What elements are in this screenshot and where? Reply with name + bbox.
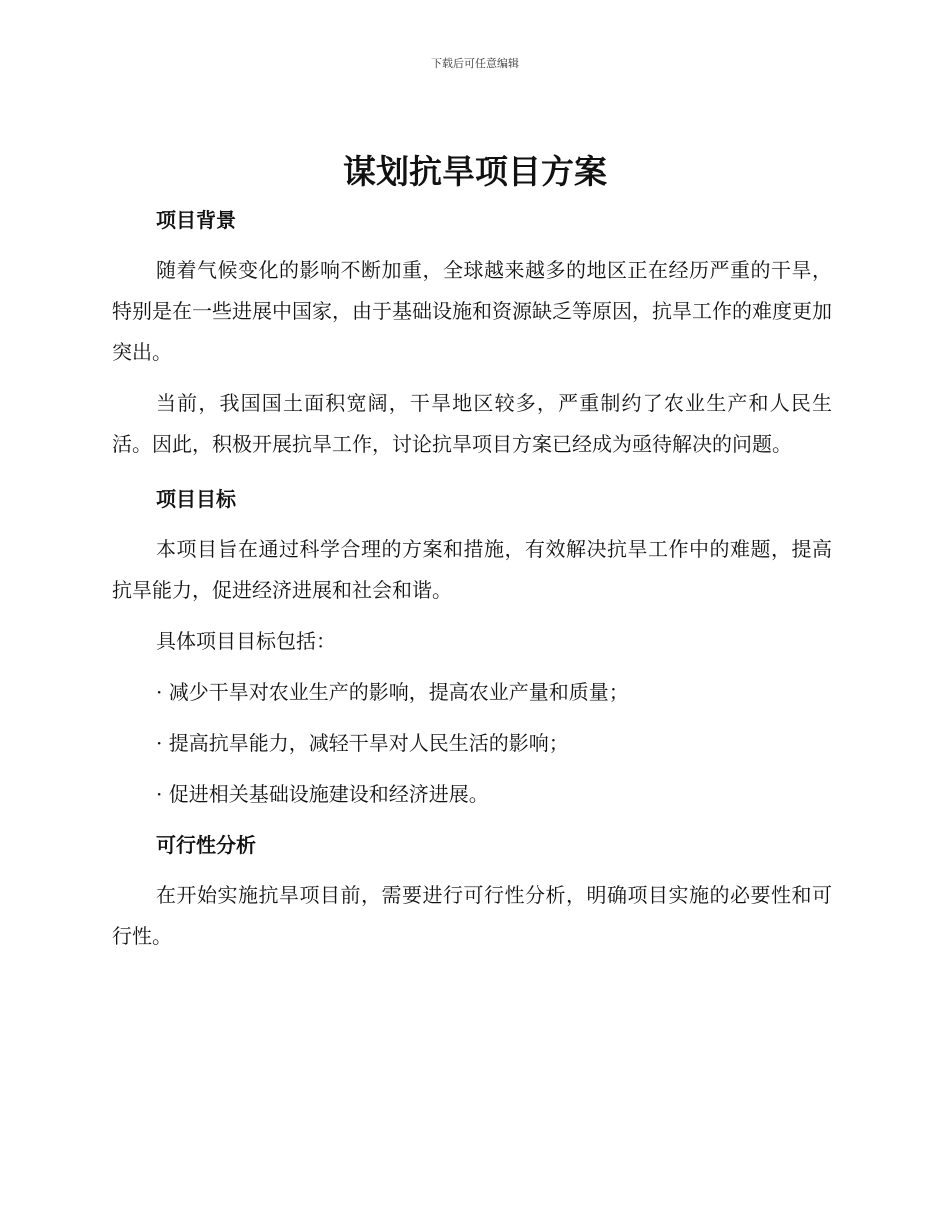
list-item: · 减少干旱对农业生产的影响，提高农业产量和质量；	[156, 680, 629, 704]
list-item: · 促进相关基础设施建设和经济进展。	[156, 782, 489, 806]
header-note: 下载后可任意编辑	[431, 57, 519, 70]
section-heading-background: 项目背景	[156, 208, 236, 232]
paragraph: 当前，我国国土面积宽阔，干旱地区较多，严重制约了农业生产和人民生活。因此，积极开展抗旱工作，讨论抗旱项目方案已经成为亟待解决的问题。	[112, 391, 832, 456]
paragraph: 本项目旨在通过科学合理的方案和措施，有效解决抗旱工作中的难题，提高抗旱能力，促进经济进展和社会和谐。	[112, 537, 832, 602]
page-title: 谋划抗旱项目方案	[343, 152, 607, 191]
paragraph: 在开始实施抗旱项目前，需要进行可行性分析，明确项目实施的必要性和可行性。	[112, 883, 832, 948]
paragraph: 具体项目目标包括：	[156, 629, 336, 653]
section-heading-feasibility: 可行性分析	[156, 833, 256, 857]
paragraph: 随着气候变化的影响不断加重，全球越来越多的地区正在经历严重的干旱，特别是在一些进展中国家，由于基础设施和资源缺乏等原因，抗旱工作的难度更加突出。	[112, 258, 832, 364]
section-heading-goals: 项目目标	[156, 487, 236, 511]
list-item: · 提高抗旱能力，减轻干旱对人民生活的影响；	[156, 731, 569, 755]
document-body	[112, 200, 832, 957]
